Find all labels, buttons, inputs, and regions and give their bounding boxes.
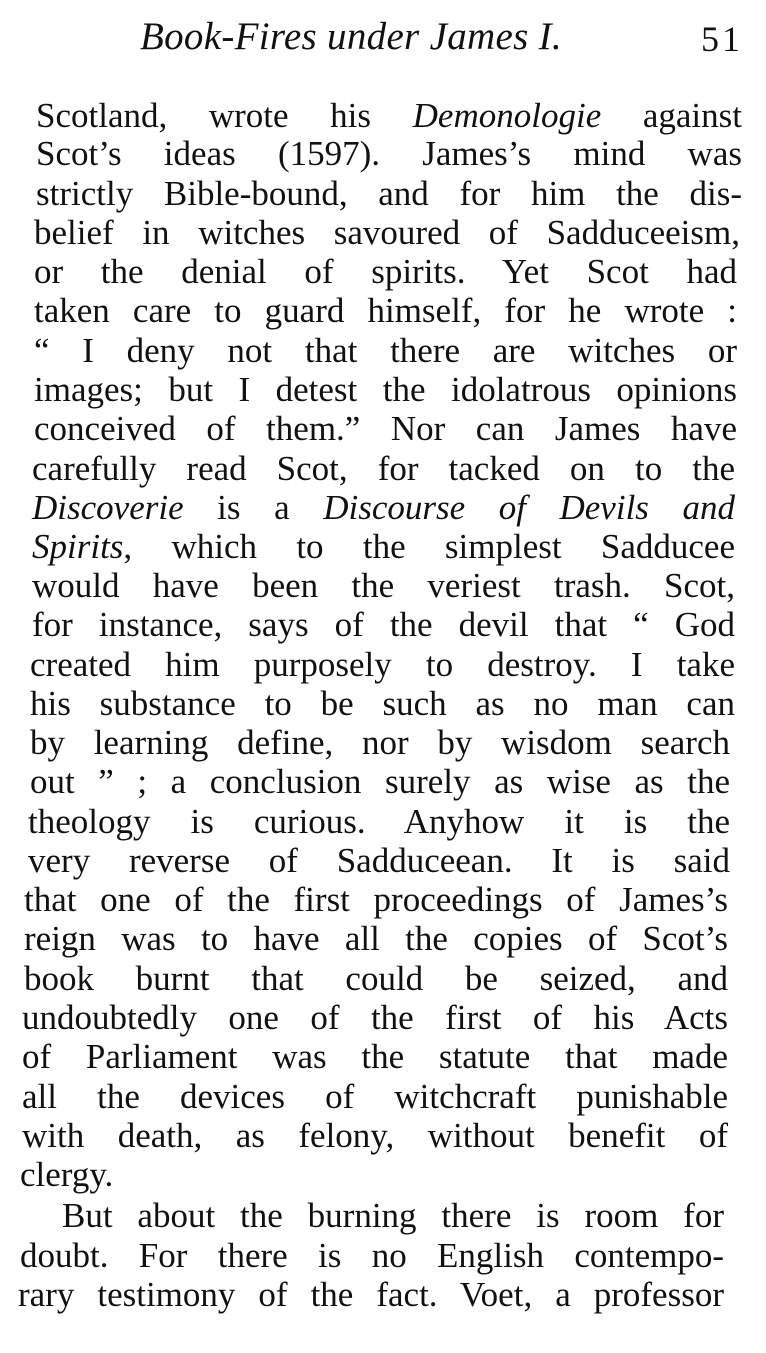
text-run: , which to the simplest Sadducee [123, 527, 735, 566]
italic-title: Discoverie [32, 488, 184, 527]
text-run: belief in witches savoured of Sadduceeism, [34, 213, 740, 252]
text-run: carefully read Scot, for tacked on to the [32, 449, 735, 488]
text-run: But about the burning there is room for [62, 1196, 724, 1235]
text-line [36, 134, 742, 174]
text-line [32, 605, 735, 645]
text-run: of Parliament was the statute that made [22, 1037, 728, 1076]
text-line [34, 370, 737, 410]
running-title: Book-Fires under James I. [140, 15, 562, 58]
text-line [18, 1275, 724, 1315]
text-line [22, 1116, 728, 1156]
text-run: Scotland, wrote his [36, 96, 413, 135]
text-run: with death, as felony, without benefit of [22, 1116, 728, 1155]
text-run: by learning define, nor by wisdom search [30, 723, 730, 762]
italic-title: Discourse of Devils and [323, 488, 735, 527]
text-run: against [601, 96, 742, 135]
text-run: images; but I detest the idolatrous opinions [34, 370, 737, 409]
text-line [30, 684, 735, 724]
text-run: taken care to guard himself, for he wrote : [34, 291, 737, 330]
text-line [24, 959, 728, 999]
text-line [62, 1196, 724, 1236]
running-head [140, 14, 745, 74]
text-line [36, 96, 742, 136]
text-line [34, 291, 737, 331]
text-line [30, 723, 730, 763]
text-line [34, 331, 737, 371]
text-line [32, 449, 735, 489]
text-run: doubt. For there is no English contempo- [20, 1236, 724, 1275]
text-line [20, 1155, 113, 1195]
text-run: created him purposely to destroy. I take [30, 645, 735, 684]
text-line [34, 252, 737, 292]
text-line [32, 488, 735, 528]
text-run: for instance, says of the devil that “ God [32, 605, 735, 644]
text-run: undoubtedly one of the first of his Acts [22, 998, 728, 1037]
text-line [30, 762, 730, 802]
text-run: that one of the first proceedings of James’s [24, 880, 728, 919]
text-line [34, 213, 740, 253]
page-number: 51 [701, 19, 743, 59]
text-run: all the devices of witchcraft punishable [22, 1077, 728, 1116]
italic-title: Spirits [32, 527, 124, 566]
italic-title: Demonologie [412, 96, 602, 135]
text-line [30, 645, 735, 685]
text-line [32, 566, 735, 606]
text-run: clergy. [20, 1155, 114, 1194]
text-line [24, 880, 728, 920]
text-line [24, 919, 728, 959]
text-line [20, 1236, 724, 1276]
text-run: or the denial of spirits. Yet Scot had [34, 252, 737, 291]
text-line [22, 1037, 728, 1077]
text-line [32, 527, 735, 567]
text-line [28, 841, 730, 881]
text-run: conceived of them.” Nor can James have [34, 409, 737, 448]
text-run: rary testimony of the fact. Voet, a professor [18, 1275, 724, 1314]
text-run: strictly Bible-bound, and for him the dis- [36, 174, 742, 213]
text-run: out ” ; a conclusion surely as wise as the [30, 762, 730, 801]
text-run: reign was to have all the copies of Scot’s [24, 919, 728, 958]
text-line [22, 998, 728, 1038]
text-line [36, 174, 742, 214]
text-run: “ I deny not that there are witches or [34, 331, 737, 370]
text-run: theology is curious. Anyhow it is the [28, 802, 730, 841]
text-run: Scot’s ideas (1597). James’s mind was [36, 134, 742, 173]
text-run: is a [183, 488, 324, 527]
text-run: his substance to be such as no man can [30, 684, 735, 723]
text-line [22, 1077, 728, 1117]
text-run: book burnt that could be seized, and [24, 959, 728, 998]
text-line [34, 409, 737, 449]
text-line [28, 802, 730, 842]
text-run: would have been the veriest trash. Scot, [32, 566, 735, 605]
text-run: very reverse of Sadduceean. It is said [28, 841, 730, 880]
